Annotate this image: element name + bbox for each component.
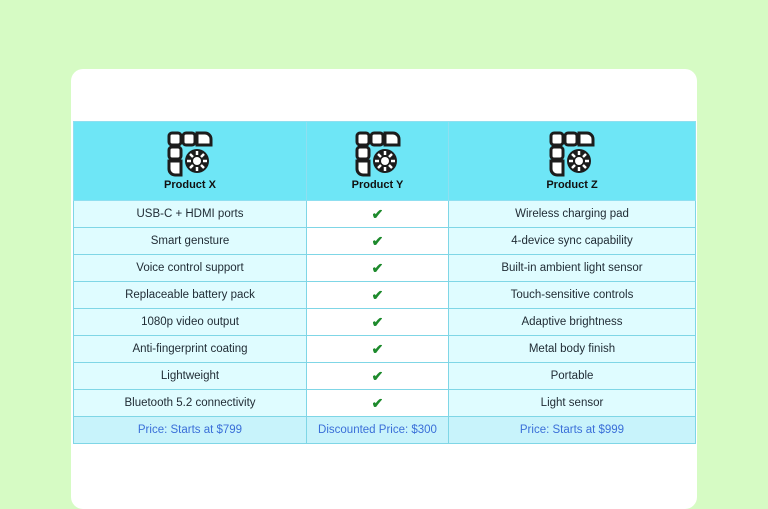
product-logo-icon <box>549 131 595 177</box>
table-header-row <box>74 122 696 201</box>
product-z-feature: Touch-sensitive controls <box>449 282 696 309</box>
product-z-feature: 4-device sync capability <box>449 228 696 255</box>
header-product-x <box>74 122 307 201</box>
product-x-feature: 1080p video output <box>74 309 307 336</box>
product-y-name: Product Y <box>351 179 404 191</box>
product-x-price: Price: Starts at $799 <box>74 417 307 444</box>
product-logo-icon <box>355 131 401 177</box>
table-row <box>74 282 696 309</box>
table-row <box>74 363 696 390</box>
check-icon: ✔ <box>371 205 384 222</box>
header-product-z <box>449 122 696 201</box>
product-x-feature: Lightweight <box>74 363 307 390</box>
header-product-y <box>307 122 449 201</box>
product-x-feature: Voice control support <box>74 255 307 282</box>
product-y-check <box>307 363 449 390</box>
product-z-feature: Built-in ambient light sensor <box>449 255 696 282</box>
product-z-feature: Metal body finish <box>449 336 696 363</box>
product-x-feature: Smart gensture <box>74 228 307 255</box>
product-y-price: Discounted Price: $300 <box>307 417 449 444</box>
product-y-check <box>307 228 449 255</box>
product-x-feature: Anti-fingerprint coating <box>74 336 307 363</box>
product-logo-icon <box>167 131 213 177</box>
product-z-name: Product Z <box>546 179 598 191</box>
table-row <box>74 336 696 363</box>
check-icon: ✔ <box>371 394 384 411</box>
product-x-feature: USB-C + HDMI ports <box>74 201 307 228</box>
check-icon: ✔ <box>371 232 384 249</box>
product-y-check <box>307 390 449 417</box>
product-y-check <box>307 282 449 309</box>
product-x-feature: Bluetooth 5.2 connectivity <box>74 390 307 417</box>
comparison-table <box>73 121 696 444</box>
table-row <box>74 390 696 417</box>
product-z-price: Price: Starts at $999 <box>449 417 696 444</box>
product-y-check <box>307 336 449 363</box>
table-row <box>74 201 696 228</box>
product-z-feature: Wireless charging pad <box>449 201 696 228</box>
check-icon: ✔ <box>371 313 384 330</box>
product-y-check <box>307 309 449 336</box>
product-z-feature: Portable <box>449 363 696 390</box>
table-row <box>74 255 696 282</box>
table-row <box>74 309 696 336</box>
product-y-check <box>307 255 449 282</box>
comparison-card <box>71 69 697 509</box>
check-icon: ✔ <box>371 340 384 357</box>
price-row <box>74 417 696 444</box>
product-y-check <box>307 201 449 228</box>
product-x-feature: Replaceable battery pack <box>74 282 307 309</box>
product-z-feature: Adaptive brightness <box>449 309 696 336</box>
table-row <box>74 228 696 255</box>
check-icon: ✔ <box>371 367 384 384</box>
check-icon: ✔ <box>371 286 384 303</box>
check-icon: ✔ <box>371 259 384 276</box>
product-x-name: Product X <box>164 179 216 191</box>
product-z-feature: Light sensor <box>449 390 696 417</box>
